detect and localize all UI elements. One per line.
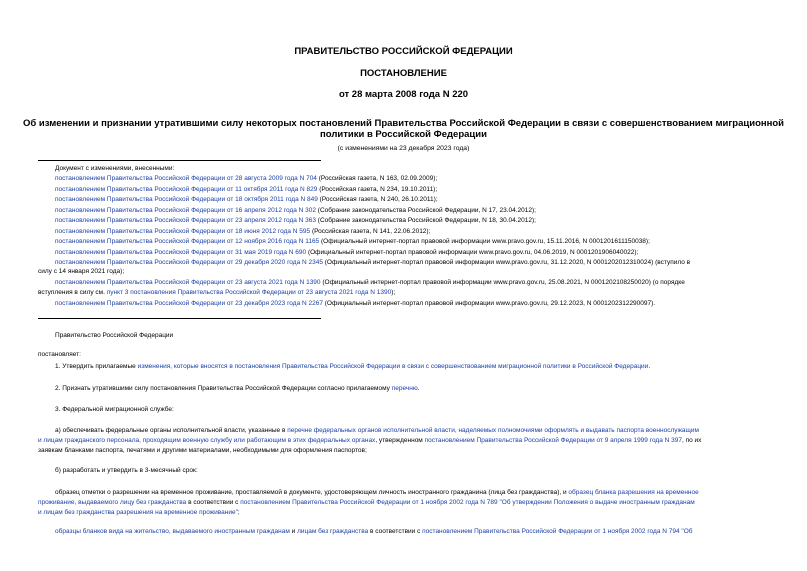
paragraph-3: 3. Федеральной миграционной службе: xyxy=(55,406,174,413)
change-link[interactable]: постановлением Правительства Российской Федерации от 23 апреля 2012 года N 363 xyxy=(55,217,316,224)
residence-permit-form-link[interactable]: образцы бланков вида на жительство, выдаваемого иностранным гражданам xyxy=(55,528,290,535)
change-link[interactable]: постановлением Правительства Российской Федерации от 11 октября 2011 года N 829 xyxy=(55,185,318,193)
document-date: от 28 марта 2008 года N 220 xyxy=(338,89,469,100)
change-source: (Российская газета, N 234, 19.10.2011); xyxy=(317,185,438,193)
entry-into-force-link[interactable]: пункт 3 постановления Правительства Российской Федерации от 23 августа 2021 года N 1390 xyxy=(106,289,392,296)
paragraph-2: 2. Признать утратившими силу постановления Правительства Российской Федерации согласно прилагаемому перечню. xyxy=(55,385,420,392)
change-link[interactable]: постановлением Правительства Российской Федерации от 16 апреля 2012 года N 302 xyxy=(55,206,316,214)
change-item xyxy=(55,217,536,225)
stateless-form-link[interactable]: лицам без гражданства xyxy=(297,528,369,535)
agencies-list-link[interactable]: перечне федеральных органов исполнительной власти, наделяемых полномочиями оформлять и выдавать паспорта военнослужащим xyxy=(287,427,699,434)
change-link[interactable]: постановлением Правительства Российской Федерации от 31 мая 2019 года N 690 xyxy=(55,248,307,256)
change-item xyxy=(55,196,438,204)
change-link[interactable]: постановлением Правительства Российской Федерации от 18 июня 2012 года N 595 xyxy=(55,227,311,235)
change-item xyxy=(55,238,650,246)
change-source: (Официальный интернет-портал правовой информации www.pravo.gov.ru, 15.11.2016, N 0001201611150038); xyxy=(319,238,650,245)
paragraph-a-line-3: заявкам бланками паспорта, печатями и другими материалами, необходимыми для оформления паспортов; xyxy=(38,447,367,454)
decree-789-link-cont[interactable]: и лицам без гражданства разрешения на временное проживание" xyxy=(38,509,238,516)
paragraph-a-line-2: и лицам гражданского персонала, проходящим военную службу или работающим в этих федеральных органах, утвержденном постановлением Правительства Российской Федерации от 9 апреля 1999 года N 397, по их xyxy=(38,437,702,444)
divider-top xyxy=(38,160,321,161)
change-item xyxy=(55,175,437,183)
change-link[interactable]: постановлением Правительства Российской Федерации от 23 августа 2021 года N 1390 xyxy=(55,279,321,286)
agencies-list-link-cont[interactable]: и лицам гражданского персонала, проходящим военную службу или работающим в этих федеральных органах xyxy=(38,437,376,444)
change-item xyxy=(55,228,430,236)
change-item xyxy=(55,207,536,215)
document-type: ПОСТАНОВЛЕНИЕ xyxy=(360,68,447,79)
change-link[interactable]: постановлением Правительства Российской Федерации от 29 декабря 2020 года N 2345 xyxy=(55,259,323,266)
divider-bottom xyxy=(38,318,321,319)
document-title-line-1: Об изменении и признании утратившими силу некоторых постановлений Правительства Российской Федерации в связи с совершенствованием миграционной xyxy=(23,118,784,129)
change-item xyxy=(55,186,437,194)
permit-form-link[interactable]: образец бланка разрешения на временное xyxy=(568,489,699,496)
paragraph-d-line-1: образцы бланков вида на жительство, выдаваемого иностранным гражданам и лицам без гражданства в соответствии с постановлением Правительства Российской Федерации от 1 ноября 2002 года N 794 "Об xyxy=(55,528,693,535)
government-heading: ПРАВИТЕЛЬСТВО РОССИЙСКОЙ ФЕДЕРАЦИИ xyxy=(294,46,513,57)
change-link[interactable]: постановлением Правительства Российской Федерации от 18 октября 2011 года N 849 xyxy=(55,196,318,203)
paragraph-c-line-2: проживание, выдаваемого лицу без гражданства в соответствии с постановлением Правительства Российской Федерации от 1 ноября 2002 года N 789 "Об утверждении Положения о выдаче иностранным гражданам xyxy=(38,499,695,506)
permit-form-link-cont[interactable]: проживание, выдаваемого лицу без гражданства xyxy=(38,499,187,506)
change-source: (Официальный интернет-портал правовой информации www.pravo.gov.ru, 29.12.2023, N 0001202312290097). xyxy=(322,299,656,307)
change-source: (Собрание законодательства Российской Федерации, N 18, 30.04.2012); xyxy=(316,217,536,224)
change-item-continuation: вступления в силу см. пункт 3 постановления Правительства Российской Федерации от 23 августа 2021 года N 1390); xyxy=(38,289,396,296)
government-line: Правительство Российской Федерации xyxy=(55,332,174,339)
list-link[interactable]: перечню xyxy=(391,385,418,392)
change-link[interactable]: постановлением Правительства Российской Федерации от 28 августа 2009 года N 704 xyxy=(55,175,317,182)
decree-794-link[interactable]: постановлением Правительства Российской Федерации от 1 ноября 2002 года N 794 "Об xyxy=(422,528,693,535)
change-link[interactable]: постановлением Правительства Российской Федерации от 23 декабря 2023 года N 2267 xyxy=(55,299,323,307)
decree-789-link[interactable]: постановлением Правительства Российской Федерации от 1 ноября 2002 года N 789 "Об утверждении Положения о выдаче иностранным гражданам xyxy=(240,499,695,506)
decides-line: постановляет: xyxy=(38,351,81,358)
change-item xyxy=(55,249,638,257)
paragraph-c-line-1: образец отметки о разрешении на временное проживание, проставляемой в документе, удостоверяющем личность иностранного гражданина (лица без гражданства), и образец бланка разрешения на временное xyxy=(55,489,699,496)
change-source: (Российская газета, N 163, 02.09.2009); xyxy=(316,175,438,182)
document-title xyxy=(0,118,807,140)
change-source: (Российская газета, N 240, 26.10.2011); xyxy=(317,196,438,203)
change-source: (Официальный интернет-портал правовой информации www.pravo.gov.ru, 31.12.2020, N 0001202012310024) (вступило в xyxy=(322,259,691,266)
paragraph-a-line-1: а) обеспечивать федеральные органы исполнительной власти, указанные в перечне федеральных органов исполнительной власти, наделяемых полномочиями оформлять и выдавать паспорта военнослужащим xyxy=(55,427,699,434)
changes-intro: Документ с изменениями, внесенными: xyxy=(55,165,175,172)
change-source: (Российская газета, N 141, 22.06.2012); xyxy=(310,227,431,235)
change-item xyxy=(55,259,690,267)
change-item xyxy=(55,279,685,287)
amendments-link[interactable]: изменения, которые вносятся в постановления Правительства Российской Федерации в связи с совершенствованием миграционной политики в Российской Федерации xyxy=(137,363,649,370)
document-title-line-2: политики в Российской Федерации xyxy=(320,129,487,140)
paragraph-1: 1. Утвердить прилагаемые изменения, которые вносятся в постановления Правительства Российской Федерации в связи с совершенствованием миграционной политики в Российской Федерации. xyxy=(55,363,651,370)
change-source: (Собрание законодательства Российской Федерации, N 17, 23.04.2012); xyxy=(316,206,536,214)
change-link[interactable]: постановлением Правительства Российской Федерации от 12 ноября 2016 года N 1165 xyxy=(55,238,320,245)
change-item-continuation: силу с 14 января 2021 года); xyxy=(38,268,125,275)
paragraph-b: б) разработать и утвердить в 3-месячный срок: xyxy=(55,467,198,474)
change-source: (Официальный интернет-портал правовой информации www.pravo.gov.ru, 25.08.2021, N 0001202108250020) (о порядке xyxy=(320,279,685,286)
change-source: (Официальный интернет-портал правовой информации www.pravo.gov.ru, 04.06.2019, N 0001201906040022); xyxy=(306,248,639,256)
decree-397-link[interactable]: постановлением Правительства Российской Федерации от 9 апреля 1999 года N 397 xyxy=(424,437,682,444)
change-item xyxy=(55,300,655,308)
edition-note: (с изменениями на 23 декабря 2023 года) xyxy=(337,145,470,152)
paragraph-c-line-3: и лицам без гражданства разрешения на временное проживание"; xyxy=(38,509,240,516)
